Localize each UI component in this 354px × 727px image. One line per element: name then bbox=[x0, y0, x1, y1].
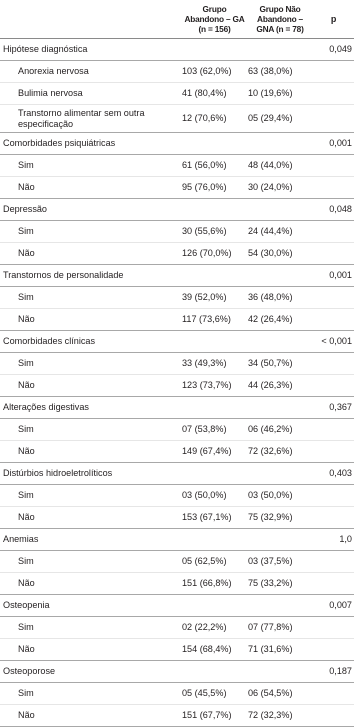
gna-value: 54 (30,0%) bbox=[247, 243, 313, 265]
category-ga-empty bbox=[182, 397, 247, 419]
table-row bbox=[0, 441, 354, 463]
row-label bbox=[0, 287, 182, 309]
gna-value: 42 (26,4%) bbox=[247, 309, 313, 331]
row-label bbox=[0, 617, 182, 639]
table-row bbox=[0, 61, 354, 83]
row-label bbox=[0, 639, 182, 661]
p-empty bbox=[313, 441, 354, 463]
ga-value: 39 (52,0%) bbox=[182, 287, 247, 309]
category-gna-empty bbox=[247, 331, 313, 353]
p-value: 0,001 bbox=[313, 133, 354, 155]
header-group-nao-abandono: Grupo Não Abandono – GNA (n = 78) bbox=[247, 0, 313, 39]
p-empty bbox=[313, 61, 354, 83]
row-label bbox=[0, 705, 182, 727]
p-empty bbox=[313, 639, 354, 661]
p-empty bbox=[313, 705, 354, 727]
category-label: Comorbidades psiquiátricas bbox=[0, 133, 182, 155]
gna-value: 63 (38,0%) bbox=[247, 61, 313, 83]
category-label: Comorbidades clínicas bbox=[0, 331, 182, 353]
ga-value: 33 (49,3%) bbox=[182, 353, 247, 375]
p-value: 0,001 bbox=[313, 265, 354, 287]
ga-value: 95 (76,0%) bbox=[182, 177, 247, 199]
ga-value: 07 (53,8%) bbox=[182, 419, 247, 441]
gna-value: 24 (44,4%) bbox=[247, 221, 313, 243]
p-empty bbox=[313, 353, 354, 375]
gna-value: 72 (32,3%) bbox=[247, 705, 313, 727]
category-row bbox=[0, 39, 354, 61]
row-label bbox=[0, 683, 182, 705]
category-label: Transtornos de personalidade bbox=[0, 265, 182, 287]
row-label-text: Não bbox=[18, 380, 35, 390]
category-gna-empty bbox=[247, 199, 313, 221]
row-label-text: Não bbox=[18, 644, 35, 654]
table-row bbox=[0, 221, 354, 243]
table-row bbox=[0, 507, 354, 529]
p-empty bbox=[313, 375, 354, 397]
header-group-abandono: Grupo Abandono – GA (n = 156) bbox=[182, 0, 247, 39]
row-label bbox=[0, 177, 182, 199]
p-empty bbox=[313, 105, 354, 133]
row-label-text: Anorexia nervosa bbox=[18, 66, 89, 76]
ga-value: 153 (67,1%) bbox=[182, 507, 247, 529]
table-row bbox=[0, 177, 354, 199]
ga-value: 126 (70,0%) bbox=[182, 243, 247, 265]
ga-value: 149 (67,4%) bbox=[182, 441, 247, 463]
table-row bbox=[0, 485, 354, 507]
row-label-text: Sim bbox=[18, 556, 34, 566]
row-label-text: Sim bbox=[18, 490, 34, 500]
table-row bbox=[0, 639, 354, 661]
ga-value: 61 (56,0%) bbox=[182, 155, 247, 177]
table-row bbox=[0, 617, 354, 639]
gna-value: 48 (44,0%) bbox=[247, 155, 313, 177]
row-label bbox=[0, 243, 182, 265]
ga-value: 151 (66,8%) bbox=[182, 573, 247, 595]
p-empty bbox=[313, 221, 354, 243]
row-label-text: Não bbox=[18, 446, 35, 456]
row-label-text: Sim bbox=[18, 688, 34, 698]
row-label bbox=[0, 353, 182, 375]
ga-value: 154 (68,4%) bbox=[182, 639, 247, 661]
p-empty bbox=[313, 177, 354, 199]
row-label-text: Não bbox=[18, 182, 35, 192]
p-value: 0,049 bbox=[313, 39, 354, 61]
ga-value: 12 (70,6%) bbox=[182, 105, 247, 133]
category-label: Osteoporose bbox=[0, 661, 182, 683]
ga-value: 103 (62,0%) bbox=[182, 61, 247, 83]
ga-value: 03 (50,0%) bbox=[182, 485, 247, 507]
category-row bbox=[0, 595, 354, 617]
table-row bbox=[0, 375, 354, 397]
category-ga-empty bbox=[182, 133, 247, 155]
row-label bbox=[0, 485, 182, 507]
row-label-text: Não bbox=[18, 314, 35, 324]
gna-value: 06 (46,2%) bbox=[247, 419, 313, 441]
gna-value: 06 (54,5%) bbox=[247, 683, 313, 705]
p-empty bbox=[313, 617, 354, 639]
category-gna-empty bbox=[247, 595, 313, 617]
p-empty bbox=[313, 287, 354, 309]
category-gna-empty bbox=[247, 397, 313, 419]
ga-value: 05 (62,5%) bbox=[182, 551, 247, 573]
category-ga-empty bbox=[182, 39, 247, 61]
row-label-text: Sim bbox=[18, 622, 34, 632]
ga-value: 117 (73,6%) bbox=[182, 309, 247, 331]
table-row bbox=[0, 705, 354, 727]
table-header bbox=[0, 0, 354, 39]
p-value: < 0,001 bbox=[313, 331, 354, 353]
ga-value: 02 (22,2%) bbox=[182, 617, 247, 639]
row-label-text: Não bbox=[18, 710, 35, 720]
p-value: 0,048 bbox=[313, 199, 354, 221]
table-row bbox=[0, 309, 354, 331]
gna-value: 05 (29,4%) bbox=[247, 105, 313, 133]
gna-value: 30 (24,0%) bbox=[247, 177, 313, 199]
row-label bbox=[0, 573, 182, 595]
category-ga-empty bbox=[182, 661, 247, 683]
table-row bbox=[0, 573, 354, 595]
p-empty bbox=[313, 683, 354, 705]
category-ga-empty bbox=[182, 331, 247, 353]
category-ga-empty bbox=[182, 529, 247, 551]
gna-value: 03 (50,0%) bbox=[247, 485, 313, 507]
p-empty bbox=[313, 507, 354, 529]
table-row bbox=[0, 105, 354, 133]
ga-value: 05 (45,5%) bbox=[182, 683, 247, 705]
table-row bbox=[0, 155, 354, 177]
p-empty bbox=[313, 309, 354, 331]
row-label bbox=[0, 221, 182, 243]
category-row bbox=[0, 529, 354, 551]
gna-value: 44 (26,3%) bbox=[247, 375, 313, 397]
p-empty bbox=[313, 243, 354, 265]
gna-value: 72 (32,6%) bbox=[247, 441, 313, 463]
category-row bbox=[0, 133, 354, 155]
row-label bbox=[0, 155, 182, 177]
category-row bbox=[0, 661, 354, 683]
category-gna-empty bbox=[247, 463, 313, 485]
table-row bbox=[0, 683, 354, 705]
table-row bbox=[0, 243, 354, 265]
table-row bbox=[0, 83, 354, 105]
p-value: 0,403 bbox=[313, 463, 354, 485]
category-gna-empty bbox=[247, 529, 313, 551]
p-value: 1,0 bbox=[313, 529, 354, 551]
category-gna-empty bbox=[247, 133, 313, 155]
p-value: 0,007 bbox=[313, 595, 354, 617]
row-label-text: Não bbox=[18, 248, 35, 258]
gna-value: 10 (19,6%) bbox=[247, 83, 313, 105]
category-ga-empty bbox=[182, 199, 247, 221]
row-label-text: Bulimia nervosa bbox=[18, 88, 83, 98]
category-row bbox=[0, 199, 354, 221]
row-label-text: Sim bbox=[18, 358, 34, 368]
header-label-column bbox=[0, 0, 182, 39]
p-value: 0,367 bbox=[313, 397, 354, 419]
gna-value: 03 (37,5%) bbox=[247, 551, 313, 573]
table-body bbox=[0, 39, 354, 727]
row-label-text: Transtorno alimentar sem outra especificação bbox=[18, 107, 145, 129]
table-row bbox=[0, 419, 354, 441]
row-label bbox=[0, 83, 182, 105]
gna-value: 75 (32,9%) bbox=[247, 507, 313, 529]
gna-value: 71 (31,6%) bbox=[247, 639, 313, 661]
category-ga-empty bbox=[182, 265, 247, 287]
row-label-text: Sim bbox=[18, 160, 34, 170]
category-row bbox=[0, 265, 354, 287]
row-label bbox=[0, 441, 182, 463]
gna-value: 75 (33,2%) bbox=[247, 573, 313, 595]
category-gna-empty bbox=[247, 39, 313, 61]
category-label: Anemias bbox=[0, 529, 182, 551]
category-row bbox=[0, 463, 354, 485]
category-label: Distúrbios hidroeletrolíticos bbox=[0, 463, 182, 485]
ga-value: 151 (67,7%) bbox=[182, 705, 247, 727]
header-p-value: p bbox=[313, 0, 354, 39]
gna-value: 07 (77,8%) bbox=[247, 617, 313, 639]
category-label: Hipótese diagnóstica bbox=[0, 39, 182, 61]
category-gna-empty bbox=[247, 661, 313, 683]
row-label bbox=[0, 105, 182, 133]
category-label: Depressão bbox=[0, 199, 182, 221]
row-label-text: Não bbox=[18, 578, 35, 588]
row-label bbox=[0, 507, 182, 529]
p-empty bbox=[313, 573, 354, 595]
row-label bbox=[0, 551, 182, 573]
ga-value: 30 (55,6%) bbox=[182, 221, 247, 243]
row-label bbox=[0, 375, 182, 397]
ga-value: 123 (73,7%) bbox=[182, 375, 247, 397]
row-label bbox=[0, 419, 182, 441]
category-gna-empty bbox=[247, 265, 313, 287]
table-row bbox=[0, 353, 354, 375]
row-label bbox=[0, 61, 182, 83]
p-empty bbox=[313, 551, 354, 573]
row-label-text: Sim bbox=[18, 424, 34, 434]
ga-value: 41 (80,4%) bbox=[182, 83, 247, 105]
category-label: Osteopenia bbox=[0, 595, 182, 617]
p-empty bbox=[313, 155, 354, 177]
table-row bbox=[0, 287, 354, 309]
p-empty bbox=[313, 485, 354, 507]
row-label-text: Sim bbox=[18, 226, 34, 236]
row-label-text: Não bbox=[18, 512, 35, 522]
gna-value: 34 (50,7%) bbox=[247, 353, 313, 375]
category-ga-empty bbox=[182, 463, 247, 485]
p-empty bbox=[313, 83, 354, 105]
table-row bbox=[0, 551, 354, 573]
row-label bbox=[0, 309, 182, 331]
category-row bbox=[0, 397, 354, 419]
category-label: Alterações digestivas bbox=[0, 397, 182, 419]
category-row bbox=[0, 331, 354, 353]
gna-value: 36 (48,0%) bbox=[247, 287, 313, 309]
category-ga-empty bbox=[182, 595, 247, 617]
row-label-text: Sim bbox=[18, 292, 34, 302]
p-value: 0,187 bbox=[313, 661, 354, 683]
p-empty bbox=[313, 419, 354, 441]
